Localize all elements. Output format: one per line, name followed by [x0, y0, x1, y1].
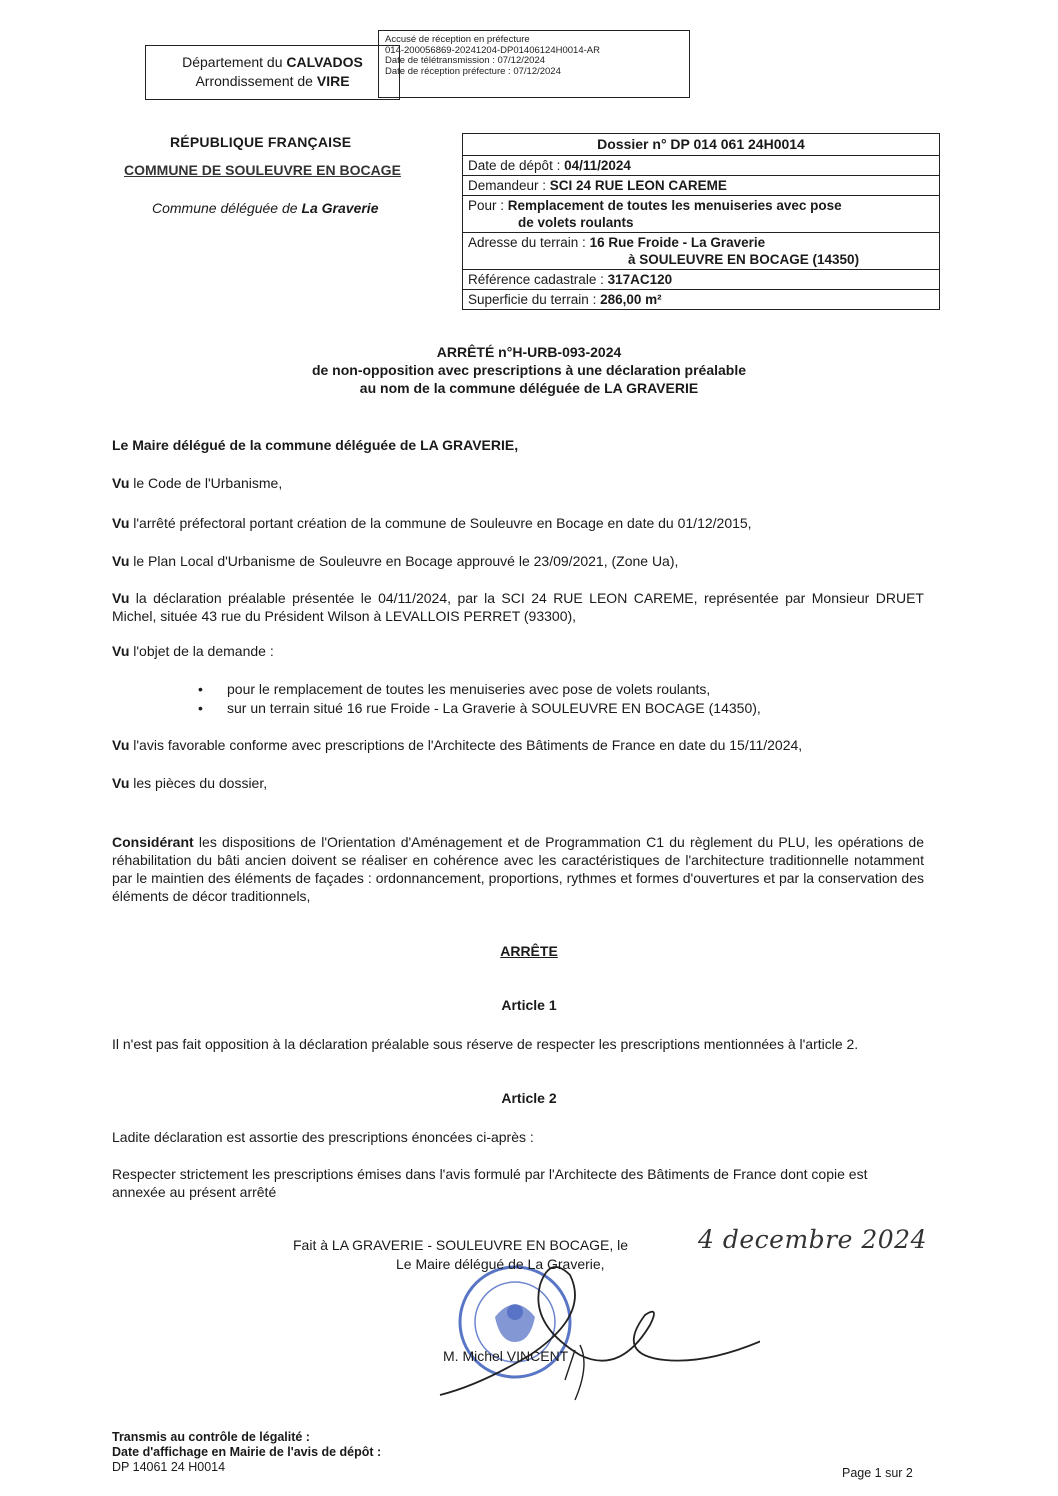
article2-text-a: Ladite déclaration est assortie des prescriptions énoncées ci-après :	[112, 1129, 534, 1145]
signatory-name: M. Michel VINCENT	[443, 1348, 569, 1364]
vu-arrete-prefectoral: Vu l'arrêté préfectoral portant création de la commune de Souleuvre en Bocage en date du 01/12/2015,	[112, 515, 752, 531]
arrete-heading: ARRÊTE	[500, 943, 558, 959]
dossier-title: Dossier n° DP 014 061 24H0014	[597, 136, 805, 152]
footer-dossier-number: DP 14061 24 H0014	[112, 1460, 226, 1474]
vu-declaration: Vu la déclaration préalable présentée le 04/11/2024, par la SCI 24 RUE LEON CAREME, représentée par Monsieur DRUET Michel, située 43 rue du Président Wilson à LEVALLOIS PERRET (93300),	[112, 590, 924, 624]
list-item: • pour le remplacement de toutes les menuiseries avec pose de volets roulants,	[198, 681, 711, 697]
reception-line: 014-200056869-20241204-DP01406124H0014-AR	[385, 44, 600, 56]
department-box	[145, 45, 400, 100]
department-name: CALVADOS	[286, 54, 363, 70]
vu-avis-abf: Vu l'avis favorable conforme avec prescriptions de l'Architecte des Bâtiments de France en date du 15/11/2024,	[112, 737, 803, 753]
dossier-pour-row: Pour : Remplacement de toutes les menuiseries avec pose de volets roulants	[463, 195, 939, 232]
article1-title: Article 1	[501, 997, 557, 1013]
department-line: Département du CALVADOS	[182, 54, 363, 70]
article2-text-b: Respecter strictement les prescriptions émises dans l'avis formulé par l'Architecte des Bâtiments de France dont copie est annexée au présent arrêté	[112, 1166, 868, 1200]
dossier-demandeur-row: Demandeur : SCI 24 RUE LEON CAREME	[463, 175, 939, 195]
dossier-reference-row: Référence cadastrale : 317AC120	[463, 269, 939, 289]
dossier-superficie-row: Superficie du terrain : 286,00 m²	[463, 289, 939, 309]
list-item: • sur un terrain situé 16 rue Froide - La Graverie à SOULEUVRE EN BOCAGE (14350),	[198, 700, 761, 716]
page-number: Page 1 sur 2	[842, 1466, 913, 1480]
commune-name: COMMUNE DE SOULEUVRE EN BOCAGE	[124, 162, 401, 178]
arrondissement-line: Arrondissement de VIRE	[195, 73, 350, 89]
reception-stamp-box	[378, 30, 690, 98]
signatory-title: Le Maire délégué de La Graverie,	[396, 1256, 605, 1272]
republic-heading: RÉPUBLIQUE FRANÇAISE	[170, 134, 352, 150]
handwritten-date: 4 decembre 2024	[698, 1225, 927, 1254]
reception-line: Date de télétransmission : 07/12/2024	[385, 55, 546, 66]
considerant-paragraph: Considérant les dispositions de l'Orientation d'Aménagement et de Programmation C1 du règlement du PLU, les opérations de réhabilitation du bâti ancien doivent se réaliser en cohérence avec les caractéristiques de l'architecture traditionnelle notamment par le maintien des éléments de façades : ordonnancement, proportions, rythmes et formes d'ouvertures et par la conservation des éléments de décor traditionnels,	[112, 834, 924, 904]
maire-heading: Le Maire délégué de la commune déléguée de LA GRAVERIE,	[112, 437, 519, 453]
commune-deleguee: Commune déléguée de La Graverie	[152, 200, 379, 216]
article2-title: Article 2	[501, 1090, 557, 1106]
fait-a: Fait à LA GRAVERIE - SOULEUVRE EN BOCAGE, le	[293, 1237, 629, 1253]
vu-pieces: Vu les pièces du dossier,	[112, 775, 268, 791]
vu-objet: Vu l'objet de la demande :	[112, 643, 274, 659]
dossier-table	[462, 133, 940, 310]
reception-line: Date de réception préfecture : 07/12/2024	[385, 65, 561, 77]
arrondissement-name: VIRE	[316, 73, 350, 89]
arrete-title: ARRÊTÉ n°H-URB-093-2024 de non-opposition avec prescriptions à une déclaration préalable au nom de la commune déléguée de LA GRAVERIE	[311, 344, 747, 396]
footer-notes: Transmis au contrôle de légalité : Date d'affichage en Mairie de l'avis de dépôt :	[112, 1430, 382, 1459]
reception-line: Accusé de réception en préfecture	[385, 34, 530, 45]
vu-plu: Vu le Plan Local d'Urbanisme de Souleuvre en Bocage approuvé le 23/09/2021, (Zone Ua),	[112, 553, 679, 569]
article1-text: Il n'est pas fait opposition à la déclaration préalable sous réserve de respecter les prescriptions mentionnées à l'article 2.	[112, 1036, 859, 1052]
vu-code: Vu le Code de l'Urbanisme,	[112, 475, 283, 491]
handwritten-signature	[420, 1250, 760, 1410]
dossier-depot-row: Date de dépôt : 04/11/2024	[463, 155, 939, 175]
dossier-adresse-row: Adresse du terrain : 16 Rue Froide - La Graverie à SOULEUVRE EN BOCAGE (14350)	[463, 232, 939, 269]
